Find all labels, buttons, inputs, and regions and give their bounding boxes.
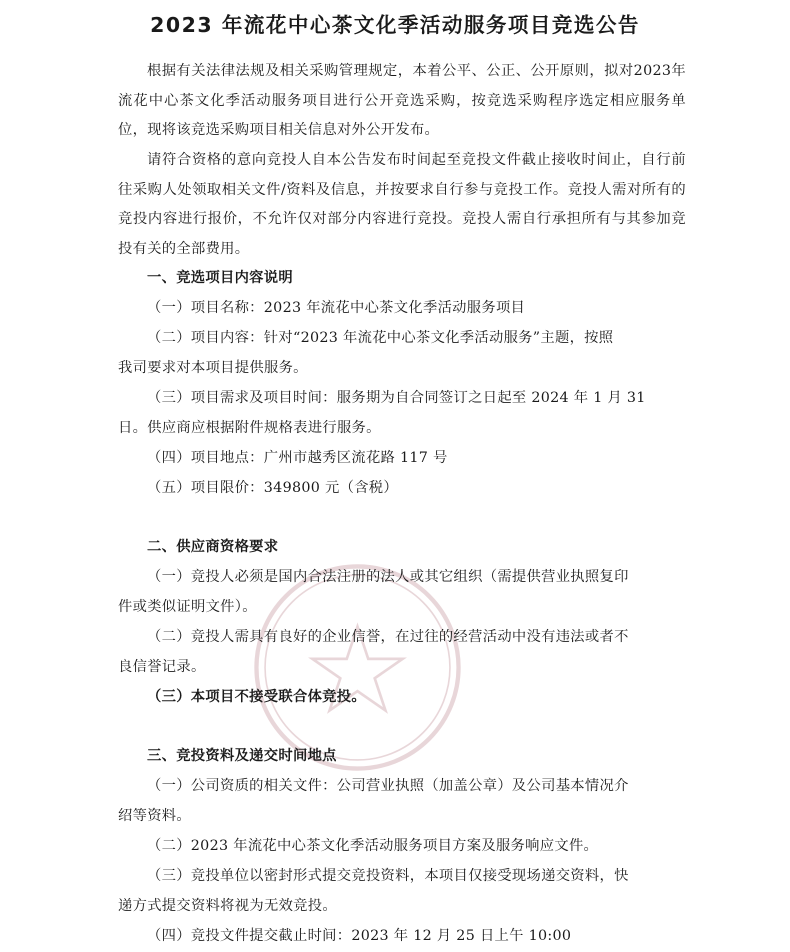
section-3-item-3-line-1: （三）竞投单位以密封形式提交竞投资料，本项目仅接受现场递交资料，快 [147,868,629,884]
section-1-item-2-line-2: 我司要求对本项目提供服务。 [118,360,308,376]
section-2-item-2-line-2: 良信誉记录。 [118,659,206,675]
section-3-item-1-line-1: （一）公司资质的相关文件：公司营业执照（加盖公章）及公司基本情况介 [147,778,629,794]
intro-paragraph-1: 根据有关法律法规及相关采购管理规定，本着公平、公正、公开原则，拟对2023年流花中心茶文化季活动服务项目进行公开竞选采购，按竞选采购程序选定相应服务单位，现将该竞选采购项目相关信息对外公开发布。 [118,63,686,138]
section-3-item-4: （四）竞投文件提交截止时间：2023 年 12 月 25 日上午 10:00 [147,928,572,944]
section-2-item-1-line-1: （一）竞投人必须是国内合法注册的法人或其它组织（需提供营业执照复印 [147,569,629,585]
section-3-item-1-line-2: 绍等资料。 [118,808,191,824]
section-3-item-2: （二）2023 年流花中心茶文化季活动服务项目方案及服务响应文件。 [147,838,599,854]
section-3-heading: 三、竞投资料及递交时间地点 [147,748,337,764]
section-1-item-4: （四）项目地点：广州市越秀区流花路 117 号 [147,450,448,466]
section-3-item-3-line-2: 递方式提交资料将视为无效竞投。 [118,898,337,914]
document-title: 2023 年流花中心茶文化季活动服务项目竞选公告 [150,13,640,37]
section-2-item-1-line-2: 件或类似证明文件）。 [118,599,257,615]
intro-paragraph-2: 请符合资格的意向竞投人自本公告发布时间起至竞投文件截止接收时间止，自行前往采购人处领取相关文件/资料及信息，并按要求自行参与竞投工作。竞投人需对所有的竞投内容进行报价，不允许仅对部分内容进行竞投。竞投人需自行承担所有与其参加竞投有关的全部费用。 [118,152,686,257]
section-2-heading: 二、供应商资格要求 [147,539,279,555]
section-1-item-3-line-2: 日。供应商应根据附件规格表进行服务。 [118,420,381,436]
section-1-item-3-line-1: （三）项目需求及项目时间：服务期为自合同签订之日起至 2024 年 1 月 31 [147,390,646,406]
section-1-heading: 一、竞选项目内容说明 [147,270,293,286]
section-2-item-2-line-1: （二）竞投人需具有良好的企业信誉，在过往的经营活动中没有违法或者不 [147,629,629,645]
section-2-item-3: （三）本项目不接受联合体竞投。 [147,689,366,705]
section-1-item-1: （一）项目名称：2023 年流花中心茶文化季活动服务项目 [147,300,526,316]
section-1-item-5: （五）项目限价：349800 元（含税） [147,480,398,496]
section-1-item-2-line-1: （二）项目内容：针对“2023 年流花中心茶文化季活动服务”主题，按照 [147,330,614,346]
